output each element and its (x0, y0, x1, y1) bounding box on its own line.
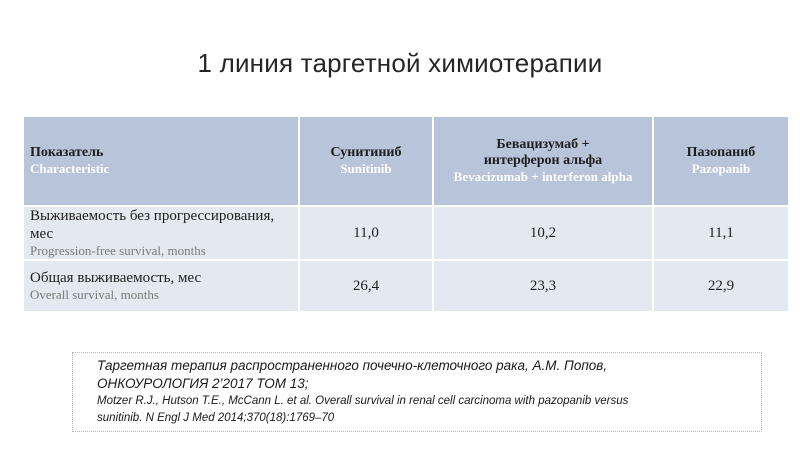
header-sunitinib (299, 116, 433, 206)
cell-bevacizumab: 23,3 (433, 260, 653, 312)
citation-line: sunitinib. N Engl J Med 2014;370(18):1769–70 (97, 412, 335, 424)
cell-bevacizumab: 10,2 (433, 206, 653, 260)
header-indicator-ru: Показатель (30, 145, 104, 160)
header-pazopanib (653, 116, 789, 206)
header-indicator (23, 116, 299, 206)
row-label-en: Overall survival, months (30, 287, 159, 302)
row-label-ru: Выживаемость без прогрессирования, мес (30, 208, 275, 242)
table-row (23, 206, 789, 260)
cell-pazopanib: 22,9 (653, 260, 789, 312)
row-label-ru: Общая выживаемость, мес (30, 270, 202, 286)
header-sunitinib-en: Sunitinib (340, 161, 392, 176)
header-bevacizumab-ru-line1: Бевацизумаб + (496, 137, 590, 152)
header-bevacizumab-en: Bevacizumab + interferon alpha (453, 169, 633, 184)
cell-sunitinib: 26,4 (299, 260, 433, 312)
cell-sunitinib: 11,0 (299, 206, 433, 260)
citation-line: Motzer R.J., Hutson T.E., McCann L. et al. Overall survival in renal cell carcinoma with pazopanib versus (97, 395, 629, 407)
header-sunitinib-ru: Сунитиниб (330, 145, 402, 160)
header-pazopanib-ru: Пазопаниб (686, 145, 756, 160)
citation-line: Таргетная терапия распространенного почечно-клеточного рака, А.М. Попов, (97, 358, 608, 373)
header-bevacizumab (433, 116, 653, 206)
row-label-en: Progression-free survival, months (30, 243, 206, 258)
cell-pazopanib: 11,1 (653, 206, 789, 260)
table-header-row (23, 116, 789, 206)
citation-line: ОНКОУРОЛОГИЯ 2’2017 ТОМ 13; (97, 376, 309, 391)
row-label (23, 260, 299, 312)
comparison-table-container (22, 115, 756, 312)
header-indicator-en: Characteristic (30, 161, 110, 176)
header-pazopanib-en: Pazopanib (691, 161, 751, 176)
slide-title: 1 линия таргетной химиотерапии (197, 48, 603, 78)
source-citation-box (72, 352, 762, 432)
row-label (23, 206, 299, 260)
header-bevacizumab-ru-line2: интерферон альфа (483, 153, 603, 168)
table-row (23, 260, 789, 312)
comparison-table (22, 115, 790, 313)
